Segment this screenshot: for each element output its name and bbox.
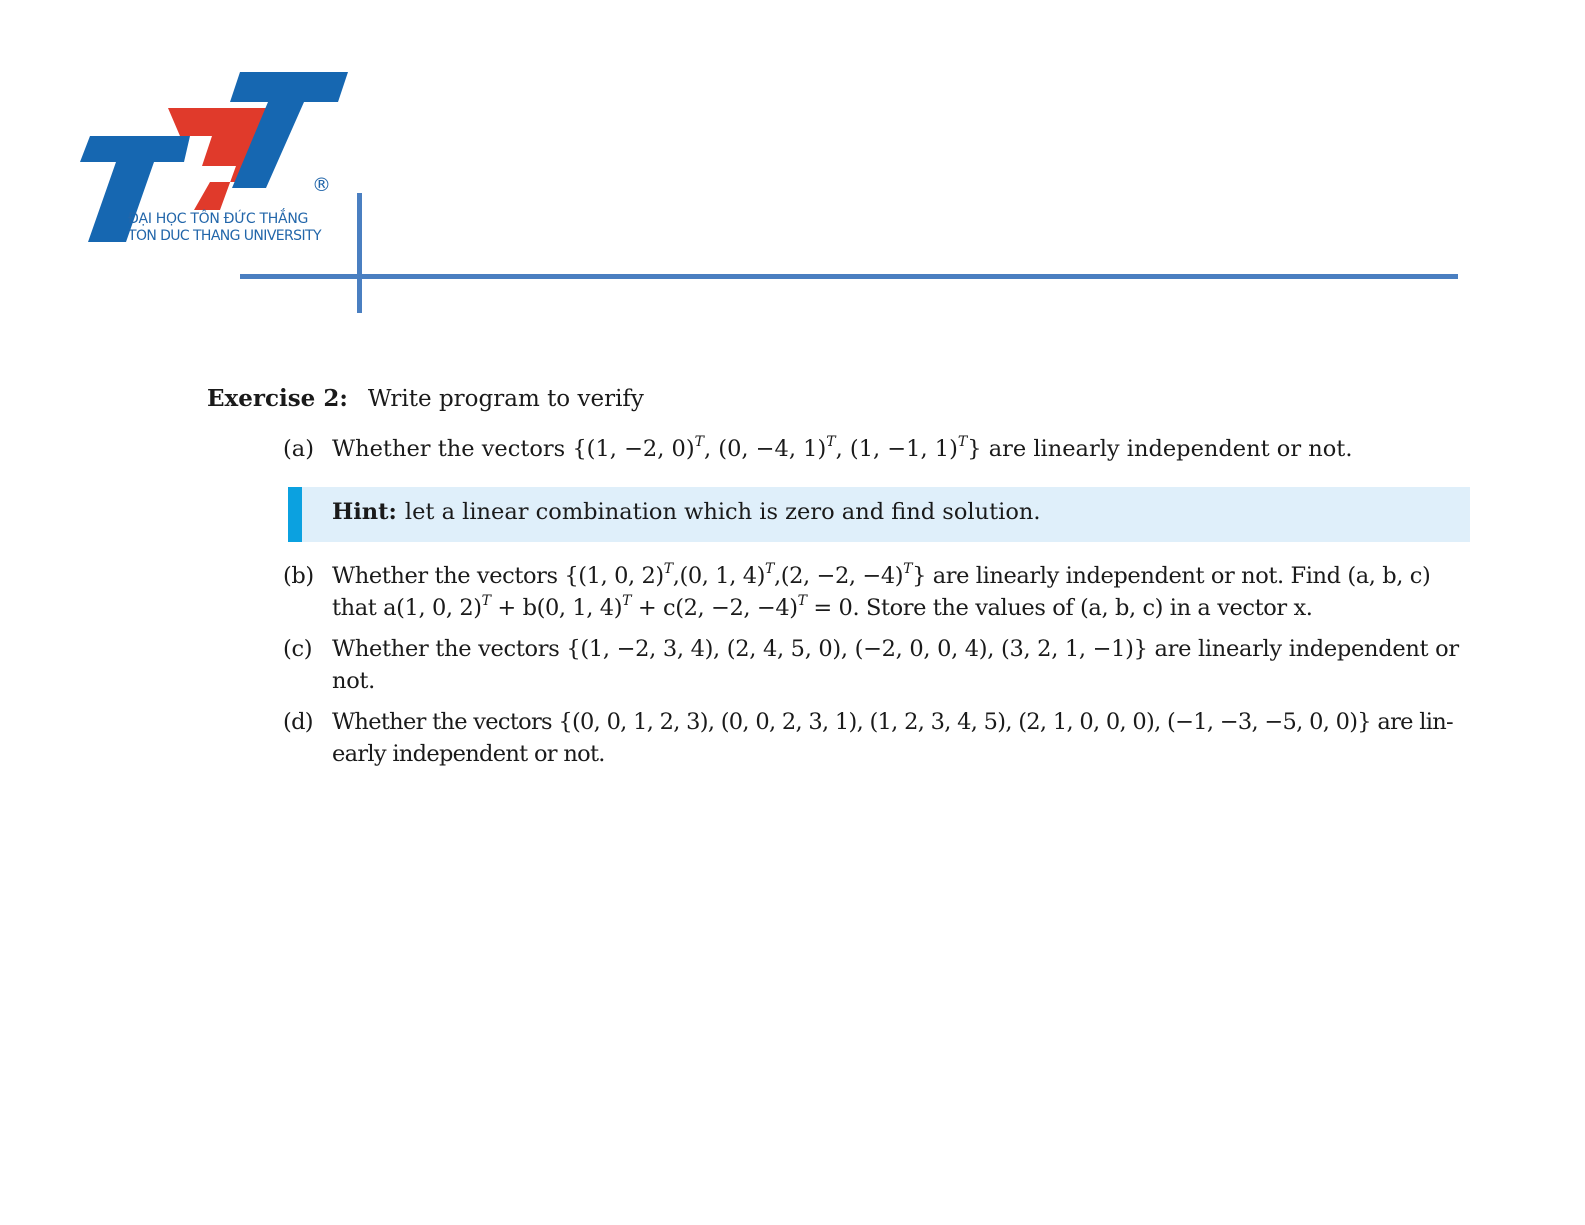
registered-mark: ® [312, 174, 331, 196]
exercise-item-b [283, 560, 1430, 624]
header-horizontal-rule [240, 274, 1458, 279]
logo-text-english: TON DUC THANG UNIVERSITY [128, 228, 321, 244]
item-label: (a) [283, 436, 314, 462]
item-line-2: that a(1, 0, 2)$^T$ + b(0, 1, 4)$^T$ + c(2, −2, −4)$^T$ = 0. Store the values of (a, b, c) in a vector x. [332, 593, 1313, 621]
hint-text [332, 499, 1041, 525]
item-line-1: (b) Whether the vectors {(1, 0, 2)$^T$,(0, 1, 4)$^T$,(2, −2, −4)$^T$} are linearly independent or not. Find (a, b, c) [283, 560, 1430, 592]
header-vertical-rule [357, 193, 362, 313]
item-line-1: (d) Whether the vectors {(0, 0, 1, 2, 3), (0, 0, 2, 3, 1), (1, 2, 3, 4, 5), (2, 1, 0, 0, 0), (−1, −3, −5, 0, 0)} are lin- [283, 706, 1453, 738]
hint-box [288, 487, 1470, 542]
item-line-1: (c) Whether the vectors {(1, −2, 3, 4), (2, 4, 5, 0), (−2, 0, 0, 4), (3, 2, 1, −1)} are linearly independent or [283, 633, 1459, 665]
exercise-title [207, 385, 644, 412]
hint-label: Hint: [332, 499, 397, 525]
exercise-instruction: Write program to verify [367, 386, 644, 412]
item-line-2: early independent or not. [332, 741, 605, 767]
exercise-item-d [283, 706, 1453, 770]
exercise-item-a [283, 433, 1352, 465]
exercise-number: Exercise 2: [207, 385, 348, 412]
hint-body: let a linear combination which is zero and find solution. [404, 499, 1041, 525]
item-line-2: not. [332, 668, 376, 694]
logo-text-vietnamese: ĐẠI HỌC TÔN ĐỨC THẮNG [128, 211, 309, 227]
exercise-item-c [283, 633, 1459, 697]
item-label: (b) [283, 563, 314, 589]
university-logo [70, 70, 350, 248]
item-text: Whether the vectors {(1, −2, 0)$^T$, (0, −4, 1)$^T$, (1, −1, 1)$^T$} are linearly independent or not. [332, 434, 1353, 462]
item-label: (d) [283, 709, 313, 735]
hint-accent-bar [288, 487, 302, 542]
item-label: (c) [283, 636, 313, 662]
